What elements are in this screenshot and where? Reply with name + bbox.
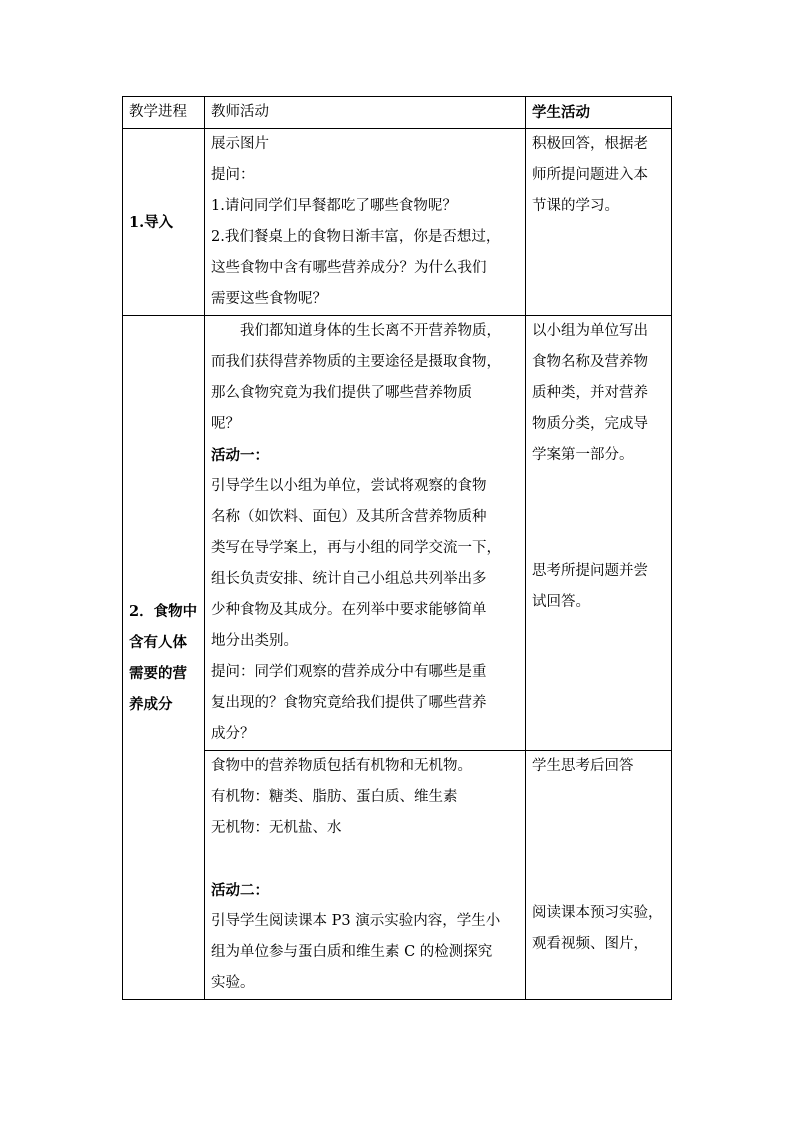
- text-line: 2.我们餐桌上的食物日渐丰富，你是否想过，: [211, 229, 501, 245]
- header-teacher: 教师活动: [205, 97, 526, 129]
- text-line: 食物中的营养物质包括有机物和无机物。: [211, 758, 472, 774]
- text-line: 无机物：无机盐、水: [211, 820, 342, 836]
- student-activity-intro: [526, 129, 672, 316]
- text-line: 思考所提问题并尝: [532, 563, 648, 579]
- text-line: 那么食物究竟为我们提供了哪些营养物质: [211, 385, 472, 401]
- text-line: 地分出类别。: [211, 633, 298, 649]
- student-activity-experiment: [526, 751, 672, 1000]
- stage-intro: 1.导入: [123, 129, 205, 316]
- text-line: 实验。: [211, 975, 255, 991]
- text-line: 成分？: [211, 726, 255, 742]
- spacer: [211, 844, 519, 875]
- text-line: 这些食物中含有哪些营养成分？为什么我们: [211, 260, 487, 276]
- text-line: 类写在导学案上，再与小组的同学交流一下，: [211, 540, 501, 556]
- text-line: 观看视频、图片，: [532, 936, 648, 952]
- text-line: 试回答。: [532, 594, 590, 610]
- teacher-activity-intro: [205, 129, 526, 316]
- text-line: 积极回答，根据老: [532, 136, 648, 152]
- activity-one-title: 活动一：: [211, 447, 269, 464]
- text-line: 引导学生以小组为单位，尝试将观察的食物: [211, 478, 487, 494]
- table-row: [123, 751, 672, 1000]
- text-line: 物质分类，完成导: [532, 416, 648, 432]
- text-line: 复出现的？食物究竟给我们提供了哪些营养: [211, 695, 487, 711]
- text-line: 节课的学习。: [532, 198, 619, 214]
- table-header-row: [123, 97, 672, 129]
- text-line: 阅读课本预习实验，: [532, 905, 663, 921]
- text-line: 有机物：糖类、脂肪、蛋白质、维生素: [211, 789, 458, 805]
- text-line: 呢？: [211, 416, 240, 432]
- student-activity-nutrients: [526, 316, 672, 751]
- header-stage: 教学进程: [123, 97, 205, 129]
- text-line: 需要的营: [129, 664, 187, 682]
- text-line: 引导学生阅读课本 P3 演示实验内容，学生小: [211, 913, 501, 929]
- text-line: 提问：: [211, 167, 255, 183]
- text-line: 我们都知道身体的生长离不开营养物质，: [240, 323, 501, 339]
- activity-two-title: 活动二：: [211, 882, 269, 899]
- text-line: 学生思考后回答: [532, 758, 634, 774]
- text-line: 质种类，并对营养: [532, 385, 648, 401]
- text-line: 组为单位参与蛋白质和维生素 C 的检测探究: [211, 944, 493, 960]
- text-line: 养成分: [129, 695, 173, 713]
- text-line: 含有人体: [129, 633, 187, 651]
- text-line: 展示图片: [211, 136, 269, 152]
- text-line: 2．食物中: [129, 602, 198, 620]
- table-row: [123, 316, 672, 751]
- table-row: [123, 129, 672, 316]
- teacher-activity-nutrients: [205, 316, 526, 751]
- spacer: [532, 471, 665, 556]
- stage-nutrients: [123, 316, 205, 1000]
- spacer: [532, 867, 665, 898]
- text-line: 而我们获得营养物质的主要途径是摄取食物，: [211, 354, 501, 370]
- text-line: 师所提问题进入本: [532, 167, 648, 183]
- text-line: 提问：同学们观察的营养成分中有哪些是重: [211, 664, 487, 680]
- text-line: 以小组为单位写出: [532, 323, 648, 339]
- text-line: 名称（如饮料、面包）及其所含营养物质种: [211, 509, 487, 525]
- header-student: 学生活动: [526, 97, 672, 129]
- teacher-activity-experiment: [205, 751, 526, 1000]
- text-line: 学案第一部分。: [532, 447, 634, 463]
- text-line: 1.请问同学们早餐都吃了哪些食物呢？: [211, 198, 457, 214]
- text-line: 食物名称及营养物: [532, 354, 648, 370]
- spacer: [532, 782, 665, 867]
- text-line: 少种食物及其成分。在列举中要求能够简单: [211, 602, 487, 618]
- text-line: 需要这些食物呢？: [211, 291, 327, 307]
- lesson-plan-table: [122, 96, 672, 1000]
- text-line: 组长负责安排、统计自己小组总共列举出多: [211, 571, 487, 587]
